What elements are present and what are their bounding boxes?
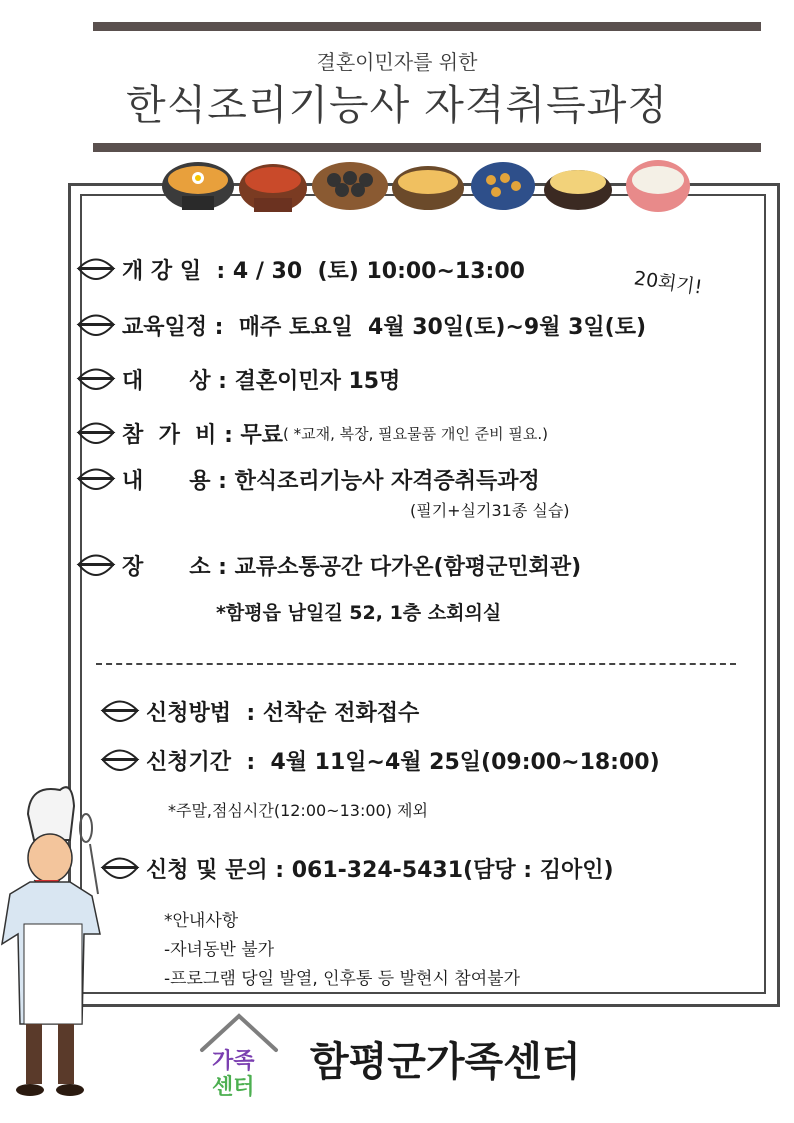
apply-row-method xyxy=(100,696,419,727)
house-logo-icon xyxy=(196,1010,282,1100)
guide-line-1: -자녀동반 불가 xyxy=(164,940,275,960)
info-label: 대 상 xyxy=(122,369,219,394)
organization-name: 함평군가족센터 xyxy=(310,1039,581,1085)
info-row-place xyxy=(76,550,581,581)
food-bowl-icon xyxy=(471,162,535,210)
top-bar xyxy=(93,22,761,31)
food-bowl-icon xyxy=(312,162,388,210)
info-value: : 결혼이민자 15명 xyxy=(218,369,401,394)
guide-heading: *안내사항 xyxy=(164,911,239,931)
fee-note: ( *교재, 복장, 필요물품 개인 준비 필요.) xyxy=(283,425,549,443)
apply-value: : 061-324-5431(담당 : 김아인) xyxy=(275,858,614,883)
info-row-schedule xyxy=(76,310,646,341)
bowl-icon xyxy=(76,551,116,581)
info-label: 참 가 비 xyxy=(122,423,225,448)
guide-line-2: -프로그램 당일 발열, 인후통 등 발현시 참여불가 xyxy=(164,969,520,989)
food-bowls-row xyxy=(158,156,698,226)
apply-label: 신청 및 문의 xyxy=(146,858,276,883)
info-label: 개 강 일 xyxy=(122,259,209,284)
food-bowl-icon xyxy=(162,162,234,210)
subtitle: 결혼이민자를 위한 xyxy=(316,50,478,74)
food-bowl-icon xyxy=(544,170,612,210)
food-bowl-icon xyxy=(626,160,690,212)
content-note: (필기+실기31종 실습) xyxy=(410,501,570,520)
food-bowl-icon xyxy=(239,164,307,212)
bowl-icon xyxy=(76,419,116,449)
logo-top-text: 가족 xyxy=(212,1049,255,1074)
chef-illustration xyxy=(0,784,120,1104)
bowl-icon xyxy=(100,746,140,776)
period-note: *주말,점심시간(12:00~13:00) 제외 xyxy=(168,801,428,820)
info-label: 교육일정 xyxy=(122,315,215,340)
info-row-start-date xyxy=(76,254,525,285)
bowl-icon xyxy=(76,465,116,495)
bowl-icon xyxy=(76,311,116,341)
info-row-target xyxy=(76,364,400,395)
apply-row-period xyxy=(100,745,660,776)
apply-value: : 4월 11일~4월 25일(09:00~18:00) xyxy=(238,750,660,775)
bowl-icon xyxy=(100,697,140,727)
info-label: 내 용 xyxy=(122,469,219,494)
place-note: *함평읍 남일길 52, 1층 소회의실 xyxy=(216,602,502,624)
food-bowl-icon xyxy=(392,166,464,210)
divider xyxy=(96,663,736,665)
info-value: : 매주 토요일 4월 30일(토)~9월 3일(토) xyxy=(214,315,647,340)
logo-bottom-text: 센터 xyxy=(212,1075,255,1100)
apply-label: 신청기간 xyxy=(146,750,239,775)
info-value: : 교류소통공간 다가온(함평군민회관) xyxy=(218,555,582,580)
info-value: : 무료 xyxy=(224,423,284,448)
info-row-content xyxy=(76,464,540,495)
handwritten-note: 20회기! xyxy=(632,267,704,299)
apply-value: : 선착순 전화접수 xyxy=(238,701,420,726)
info-row-fee xyxy=(76,418,548,449)
info-value: : 4 / 30 (토) 10:00~13:00 xyxy=(208,259,525,284)
info-value: : 한식조리기능사 자격증취득과정 xyxy=(218,469,540,494)
bowl-icon xyxy=(76,255,116,285)
apply-label: 신청방법 xyxy=(146,701,239,726)
info-label: 장 소 xyxy=(122,555,219,580)
bottom-title-bar xyxy=(93,143,761,152)
page-title: 한식조리기능사 자격취득과정 xyxy=(126,81,668,129)
apply-row-contact xyxy=(100,853,614,884)
bowl-icon xyxy=(76,365,116,395)
